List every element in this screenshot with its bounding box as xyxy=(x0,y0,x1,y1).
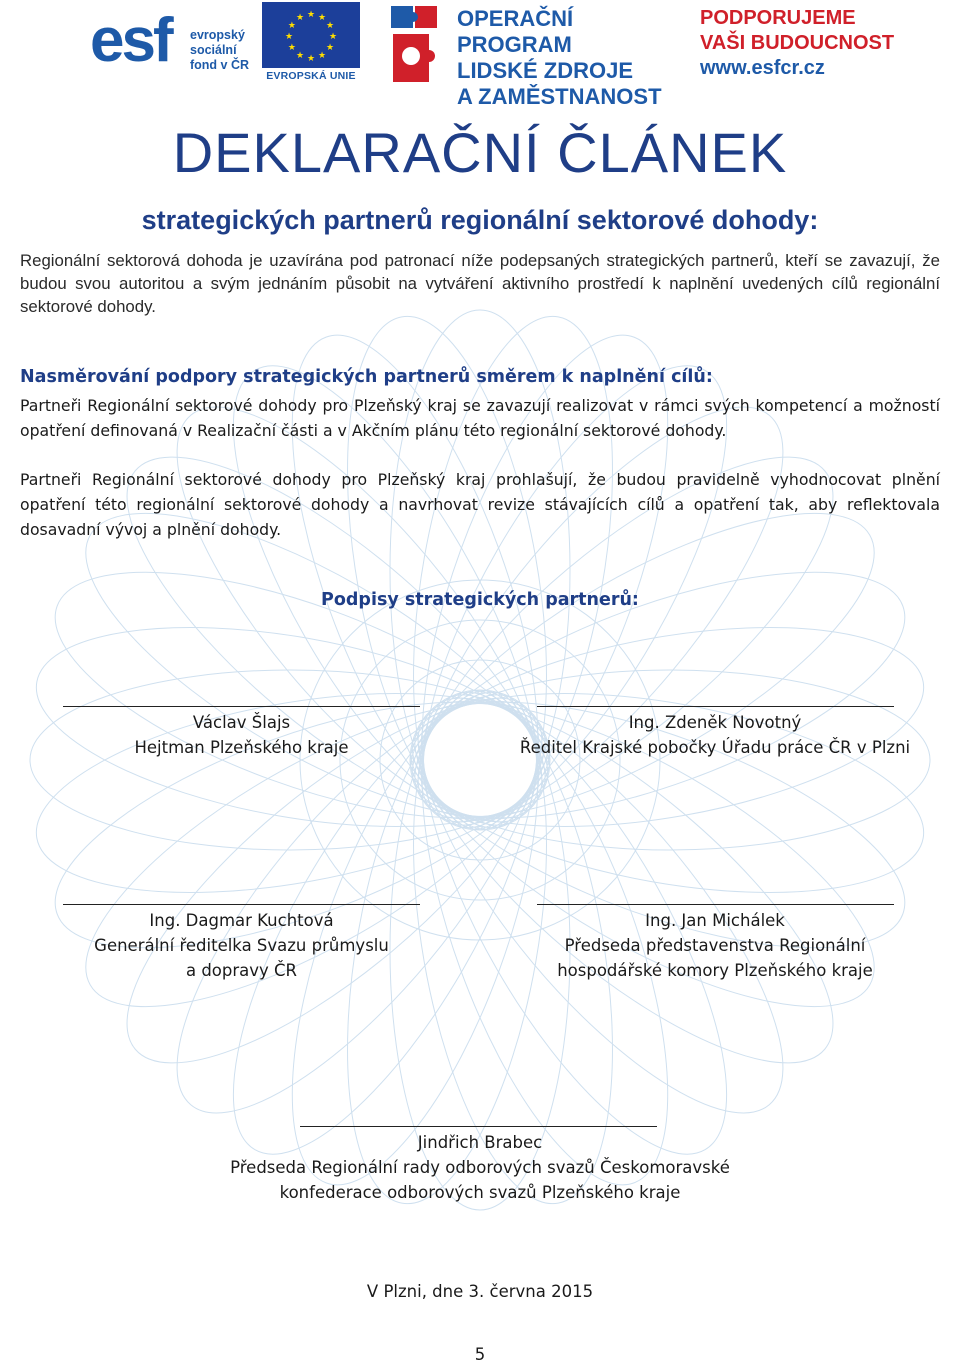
signatory-block xyxy=(160,1130,800,1205)
signatory-block xyxy=(505,908,925,983)
signatures-heading: Podpisy strategických partnerů: xyxy=(321,590,639,610)
signatory-name: Ing. Zdeněk Novotný xyxy=(628,713,802,732)
section-heading: Nasměrování podpory strategických partnerů směrem k naplnění cílů: xyxy=(20,367,713,387)
svg-text:★: ★ xyxy=(328,32,338,42)
svg-text:★: ★ xyxy=(326,43,335,53)
esf-logo xyxy=(90,2,255,84)
signatory-role: hospodářské komory Plzeňského kraje xyxy=(557,961,873,980)
svg-text:★: ★ xyxy=(306,10,316,20)
esf-logo-letters: esf xyxy=(90,6,171,75)
op-lzz-logo xyxy=(389,0,679,109)
page-title: DEKLARAČNÍ ČLÁNEK xyxy=(172,121,788,184)
svg-text:★: ★ xyxy=(287,43,296,53)
signatory-role: Generální ředitelka Svazu průmyslu xyxy=(94,936,389,955)
website-url: www.esfcr.cz xyxy=(700,57,825,79)
signatory-block xyxy=(40,908,443,983)
svg-text:★: ★ xyxy=(306,54,316,64)
eu-logo-caption: EVROPSKÁ UNIE xyxy=(266,70,356,82)
signatory-role: Předseda představenstva Regionální xyxy=(564,936,866,955)
signatory-role: a dopravy ČR xyxy=(185,961,298,980)
slogan: PODPORUJEME VAŠI BUDOUCNOST www.esfcr.cz xyxy=(700,7,895,79)
intro-paragraph: Regionální sektorová dohoda je uzavírána pod patronací níže podepsaných strategických partnerů, kteří se zavazují, že budou svou autoritou a svým jednáním působit na vytváření aktivního prostředí k naplnění uvedených cílů regionální sektorové dohody. xyxy=(20,251,940,316)
place-and-date: V Plzni, dne 3. června 2015 xyxy=(366,1282,594,1301)
svg-text:★: ★ xyxy=(295,12,305,23)
page-number: 5 xyxy=(474,1345,486,1364)
signatory-name: Ing. Jan Michálek xyxy=(645,911,785,930)
puzzle-icon xyxy=(389,4,445,84)
signatory-block xyxy=(60,710,423,760)
eu-flag-icon xyxy=(262,2,360,68)
svg-text:★: ★ xyxy=(317,51,327,62)
svg-text:★: ★ xyxy=(295,51,305,62)
eu-logo xyxy=(262,2,360,84)
paragraph-commitment: Partneři Regionální sektorové dohody pro Plzeňský kraj se zavazují realizovat v rámci svých kompetencí a možností opatření definovaná v Realizační části a v Akčním plánu této regionální sektorové dohody. xyxy=(20,396,940,440)
paragraph-evaluation: Partneři Regionální sektorové dohody pro Plzeňský kraj prohlašují, že budou pravidelně vyhodnocovat plnění opatření této regionální sektorové dohody a navrhovat revize stávajících cílů a opatření tak, aby reflektovala dosavadní vývoj a plnění dohody. xyxy=(20,470,940,539)
svg-text:★: ★ xyxy=(326,21,335,31)
signatory-role: Hejtman Plzeňského kraje xyxy=(134,738,349,757)
signature-line xyxy=(537,706,894,707)
signature-line xyxy=(300,1126,657,1127)
signature-line xyxy=(537,904,894,905)
signatory-name: Václav Šlajs xyxy=(192,713,291,732)
signatory-name: Ing. Dagmar Kuchtová xyxy=(149,911,334,930)
svg-text:★: ★ xyxy=(287,21,296,31)
signatory-role: konfederace odborových svazů Plzeňského kraje xyxy=(279,1183,681,1202)
signatory-role: Předseda Regionální rady odborových svazů Českomoravské xyxy=(230,1158,730,1177)
op-logo-text: OPERAČNÍ PROGRAM LIDSKÉ ZDROJE A ZAMĚSTNANOST xyxy=(457,6,662,109)
page-subtitle: strategických partnerů regionální sektorové dohody: xyxy=(141,205,819,235)
esf-logo-text: evropský sociální fond v ČR xyxy=(190,28,250,72)
signature-line xyxy=(63,706,420,707)
signatory-block xyxy=(475,710,955,760)
signatory-name: Jindřich Brabec xyxy=(417,1133,543,1152)
svg-text:★: ★ xyxy=(317,12,327,23)
svg-text:★: ★ xyxy=(284,32,294,42)
signature-line xyxy=(63,904,420,905)
signatory-role: Ředitel Krajské pobočky Úřadu práce ČR v Plzni xyxy=(519,738,911,757)
